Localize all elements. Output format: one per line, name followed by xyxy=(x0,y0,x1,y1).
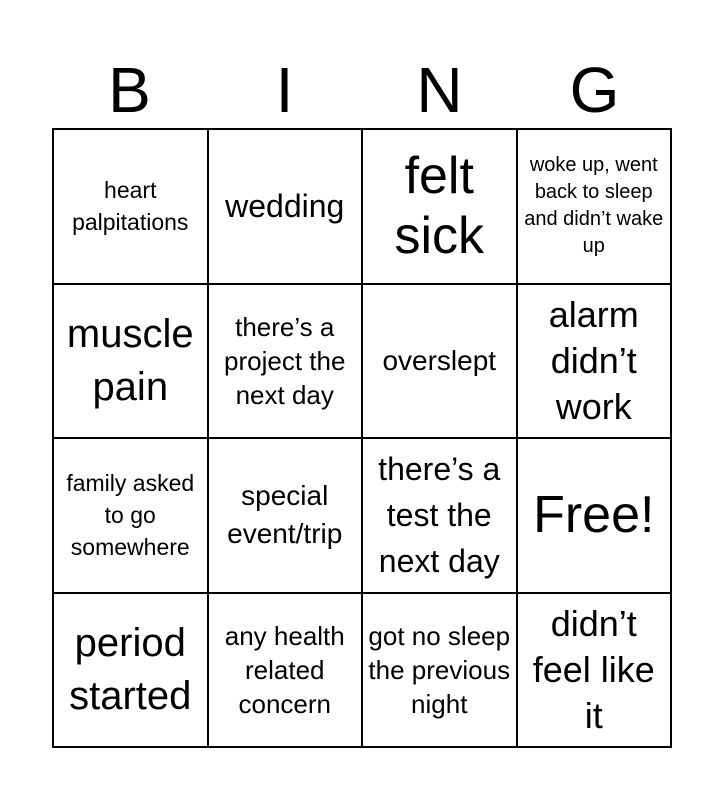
bingo-cell[interactable] xyxy=(363,594,518,749)
cell-text: felt sick xyxy=(394,147,485,266)
header-letter-i: I xyxy=(275,54,294,126)
cell-text: overslept xyxy=(382,344,497,376)
header-letter-n: N xyxy=(416,54,463,126)
cell-text: got no sleep the previous night xyxy=(368,620,511,719)
bingo-cell[interactable] xyxy=(54,439,209,594)
cell-text: didn’t feel like it xyxy=(532,602,655,736)
free-space-cell[interactable] xyxy=(518,439,673,594)
cell-text: muscle pain xyxy=(66,311,194,409)
bingo-cell[interactable] xyxy=(209,130,364,285)
cell-text: period started xyxy=(69,620,192,718)
cell-text: any health related concern xyxy=(224,620,345,719)
header-letter-b: B xyxy=(108,54,151,126)
free-space-text: Free! xyxy=(533,486,655,545)
bingo-cell[interactable] xyxy=(209,439,364,594)
cell-text: there’s a test the next day xyxy=(378,451,501,580)
cell-text: family asked to go somewhere xyxy=(66,470,195,561)
bingo-cell[interactable] xyxy=(363,130,518,285)
bingo-cell[interactable] xyxy=(518,594,673,749)
bingo-cell[interactable] xyxy=(209,594,364,749)
header-letter-g: G xyxy=(569,54,620,126)
bingo-board xyxy=(52,128,672,748)
bingo-cell[interactable] xyxy=(209,285,364,440)
bingo-cell[interactable] xyxy=(363,285,518,440)
bingo-header xyxy=(52,52,672,128)
bingo-cell[interactable] xyxy=(518,130,673,285)
bingo-cell[interactable] xyxy=(54,594,209,749)
cell-text: alarm didn’t work xyxy=(548,293,639,427)
cell-text: special event/trip xyxy=(227,480,343,550)
bingo-cell[interactable] xyxy=(518,285,673,440)
bingo-cell[interactable] xyxy=(363,439,518,594)
cell-text: heart palpitations xyxy=(72,177,189,236)
cell-text: wedding xyxy=(225,188,345,225)
bingo-cell[interactable] xyxy=(54,130,209,285)
cell-text: there’s a project the next day xyxy=(224,311,346,410)
bingo-cell[interactable] xyxy=(54,285,209,440)
cell-text: woke up, went back to sleep and didn’t wake up xyxy=(524,154,664,258)
